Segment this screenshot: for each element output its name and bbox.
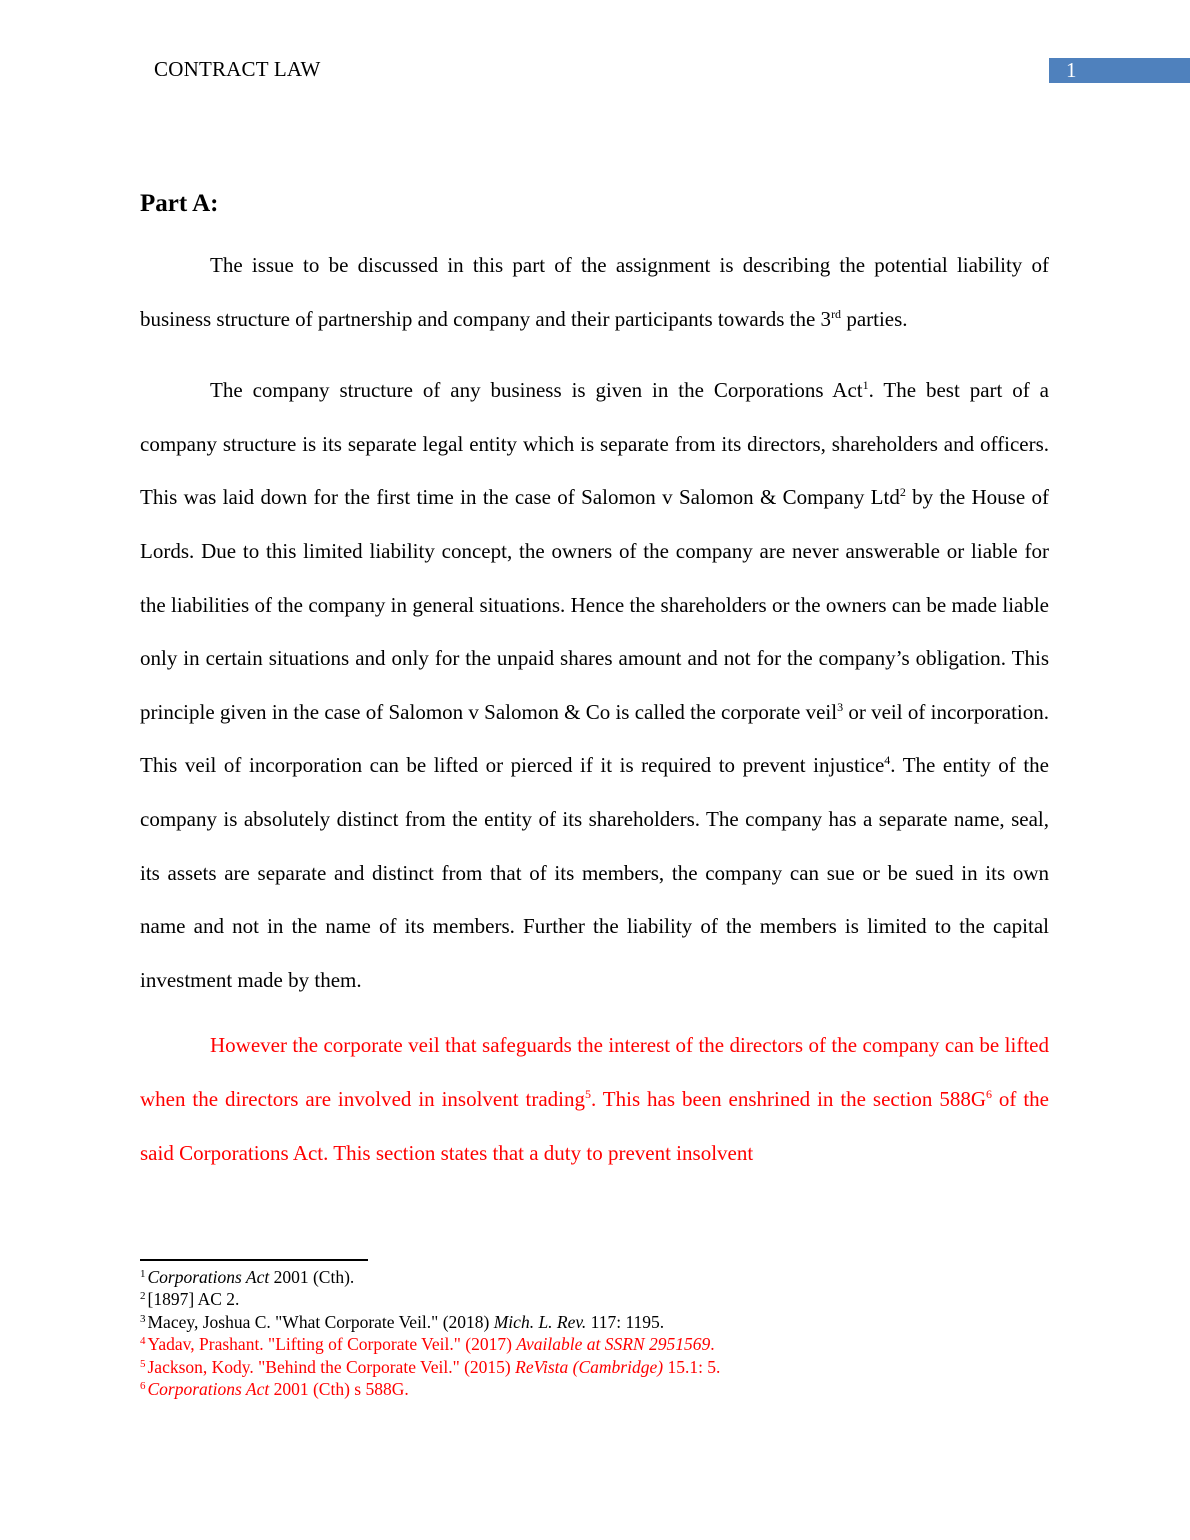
- footnote-text: [1897] AC 2.: [147, 1289, 240, 1310]
- footnote-text: .: [710, 1334, 715, 1355]
- footnote-italic: Corporations Act: [147, 1267, 270, 1287]
- footnote-3: [140, 1311, 1049, 1333]
- footnote-text: 117: 1195.: [586, 1311, 665, 1332]
- footnote-number: 2: [140, 1290, 146, 1303]
- paragraph-text: . The best part of a company structure is its separate legal entity which is separate from its directors, shareholders and officers. This was laid down for the first time in the case of Salomon v Salomon & Company Ltd: [140, 378, 1049, 510]
- paragraph-issue: [140, 239, 1049, 346]
- footnote-ref-1[interactable]: 1: [862, 378, 869, 393]
- footnote-ref-3[interactable]: 3: [837, 699, 844, 714]
- paragraph-insolvent-trading: [140, 1019, 1049, 1180]
- page-number-badge: 1: [1049, 58, 1190, 83]
- footnote-text: Jackson, Kody. "Behind the Corporate Veil." (2015): [147, 1356, 516, 1377]
- footnote-separator: [140, 1259, 368, 1261]
- paragraph-text: . This has been enshrined in the section 588G: [591, 1086, 986, 1111]
- paragraph-text: by the House of Lords. Due to this limited liability concept, the owners of the company are never answerable or liable for the liabilities of the company in general situations. Hence the shareholders or the owners can be made liable only in certain situations and only for the unpaid shares amount and not for the company’s obligation. This principle given in the case of Salomon v Salomon & Co is called the corporate veil: [140, 485, 1049, 724]
- footnote-number: 6: [140, 1380, 146, 1393]
- paragraph-company-structure: [140, 364, 1049, 1007]
- paragraph-text: However the corporate veil that safeguards the interest of the directors of the company can be lifted when the directors are involved in insolvent trading: [140, 1033, 1049, 1111]
- footnote-italic: Corporations Act: [147, 1379, 270, 1400]
- footnote-ref-6[interactable]: 6: [986, 1086, 992, 1101]
- footnote-text: Macey, Joshua C. "What Corporate Veil." (2018): [147, 1311, 494, 1332]
- running-header-title: CONTRACT LAW: [154, 57, 321, 81]
- footnote-italic: Mich. L. Rev.: [493, 1311, 587, 1332]
- footnote-ref-2[interactable]: 2: [899, 485, 906, 500]
- footnote-text: 2001 (Cth).: [269, 1267, 355, 1287]
- footnote-5: [140, 1356, 1049, 1378]
- paragraph-text: The issue to be discussed in this part of the assignment is describing the potential liability of business structure of partnership and company and their participants towards the 3: [140, 253, 1049, 331]
- footnote-ref-5[interactable]: 5: [585, 1086, 591, 1101]
- paragraph-text: parties.: [841, 306, 908, 331]
- footnote-4: [140, 1333, 1049, 1355]
- footnote-ref-4[interactable]: 4: [884, 753, 891, 768]
- document-body: [140, 180, 1049, 1180]
- paragraph-text: . The entity of the company is absolutely distinct from the entity of its shareholders. The company has a separate name, seal, its assets are separate and distinct from that of its members, the company can sue or be sued in its own name and not in the name of its members. Further the liability of the members is limited to the capital investment made by them.: [140, 753, 1049, 992]
- footnote-1: [140, 1266, 1049, 1288]
- footnote-number: 4: [140, 1335, 146, 1348]
- footnote-6: [140, 1378, 1049, 1400]
- footnote-italic: ReVista (Cambridge): [515, 1356, 664, 1377]
- paragraph-text: of the said Corporations Act. This section states that a duty to prevent insolvent: [140, 1086, 1049, 1165]
- footnote-text: Yadav, Prashant. "Lifting of Corporate Veil." (2017): [147, 1334, 517, 1355]
- footnotes: [140, 1266, 1049, 1400]
- footnote-number: 1: [140, 1268, 146, 1280]
- paragraph-text: or veil of incorporation. This veil of incorporation can be lifted or pierced if it is required to prevent injustice: [140, 699, 1049, 778]
- footnote-number: 5: [140, 1357, 146, 1370]
- footnote-number: 3: [140, 1312, 146, 1325]
- footnote-text: 15.1: 5.: [663, 1356, 721, 1377]
- ordinal-superscript: rd: [831, 306, 842, 321]
- footnote-italic: Available at SSRN 2951569: [516, 1334, 711, 1355]
- footnote-text: 2001 (Cth) s 588G.: [269, 1379, 409, 1400]
- footnote-2: [140, 1288, 1049, 1310]
- paragraph-text: The company structure of any business is given in the Corporations Act: [210, 378, 863, 403]
- section-heading: Part A:: [140, 190, 219, 217]
